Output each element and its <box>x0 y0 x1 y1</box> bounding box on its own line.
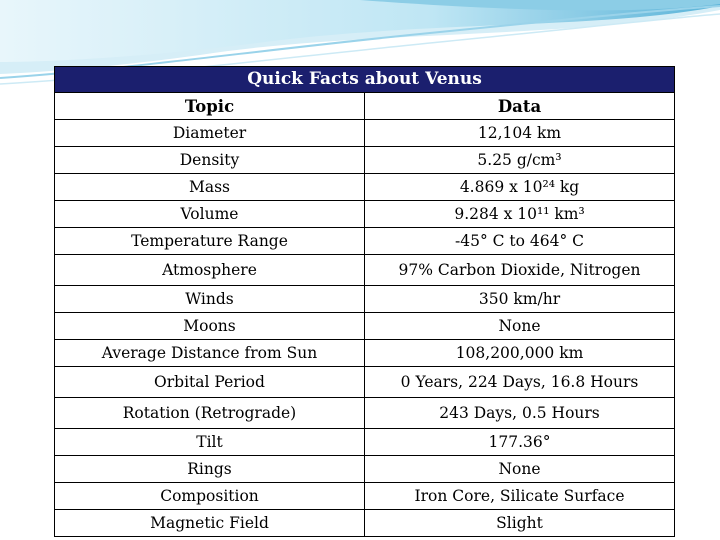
topic-cell: Tilt <box>55 429 365 456</box>
table-row <box>55 456 675 483</box>
table-row <box>55 228 675 255</box>
topic-cell: Mass <box>55 174 365 201</box>
topic-cell: Moons <box>55 313 365 340</box>
table-row <box>55 483 675 510</box>
topic-cell: Temperature Range <box>55 228 365 255</box>
table-row <box>55 286 675 313</box>
table-row <box>55 510 675 537</box>
data-cell: 9.284 x 10¹¹ km³ <box>365 201 675 228</box>
topic-cell: Rotation (Retrograde) <box>55 398 365 429</box>
data-cell: Iron Core, Silicate Surface <box>365 483 675 510</box>
topic-cell: Diameter <box>55 120 365 147</box>
topic-cell: Volume <box>55 201 365 228</box>
topic-cell: Magnetic Field <box>55 510 365 537</box>
column-header-topic: Topic <box>55 93 365 120</box>
table-row <box>55 255 675 286</box>
table-title: Quick Facts about Venus <box>55 67 675 93</box>
data-cell: 4.869 x 10²⁴ kg <box>365 174 675 201</box>
topic-cell: Density <box>55 147 365 174</box>
topic-cell: Rings <box>55 456 365 483</box>
table-row <box>55 201 675 228</box>
table-row <box>55 429 675 456</box>
data-cell: -45° C to 464° C <box>365 228 675 255</box>
topic-cell: Winds <box>55 286 365 313</box>
table-row <box>55 174 675 201</box>
data-cell: Slight <box>365 510 675 537</box>
venus-facts-table <box>54 66 675 537</box>
topic-cell: Atmosphere <box>55 255 365 286</box>
data-cell: 97% Carbon Dioxide, Nitrogen <box>365 255 675 286</box>
topic-cell: Composition <box>55 483 365 510</box>
table-row <box>55 367 675 398</box>
data-cell: 12,104 km <box>365 120 675 147</box>
topic-cell: Average Distance from Sun <box>55 340 365 367</box>
table-row <box>55 340 675 367</box>
column-header-data: Data <box>365 93 675 120</box>
table-row <box>55 147 675 174</box>
data-cell: 108,200,000 km <box>365 340 675 367</box>
data-cell: 5.25 g/cm³ <box>365 147 675 174</box>
data-cell: 177.36° <box>365 429 675 456</box>
table-row <box>55 313 675 340</box>
table-row <box>55 120 675 147</box>
data-cell: 243 Days, 0.5 Hours <box>365 398 675 429</box>
table-title-row <box>55 67 675 93</box>
table-row <box>55 398 675 429</box>
data-cell: 0 Years, 224 Days, 16.8 Hours <box>365 367 675 398</box>
data-cell: None <box>365 313 675 340</box>
data-cell: 350 km/hr <box>365 286 675 313</box>
data-cell: None <box>365 456 675 483</box>
table-header-row <box>55 93 675 120</box>
topic-cell: Orbital Period <box>55 367 365 398</box>
